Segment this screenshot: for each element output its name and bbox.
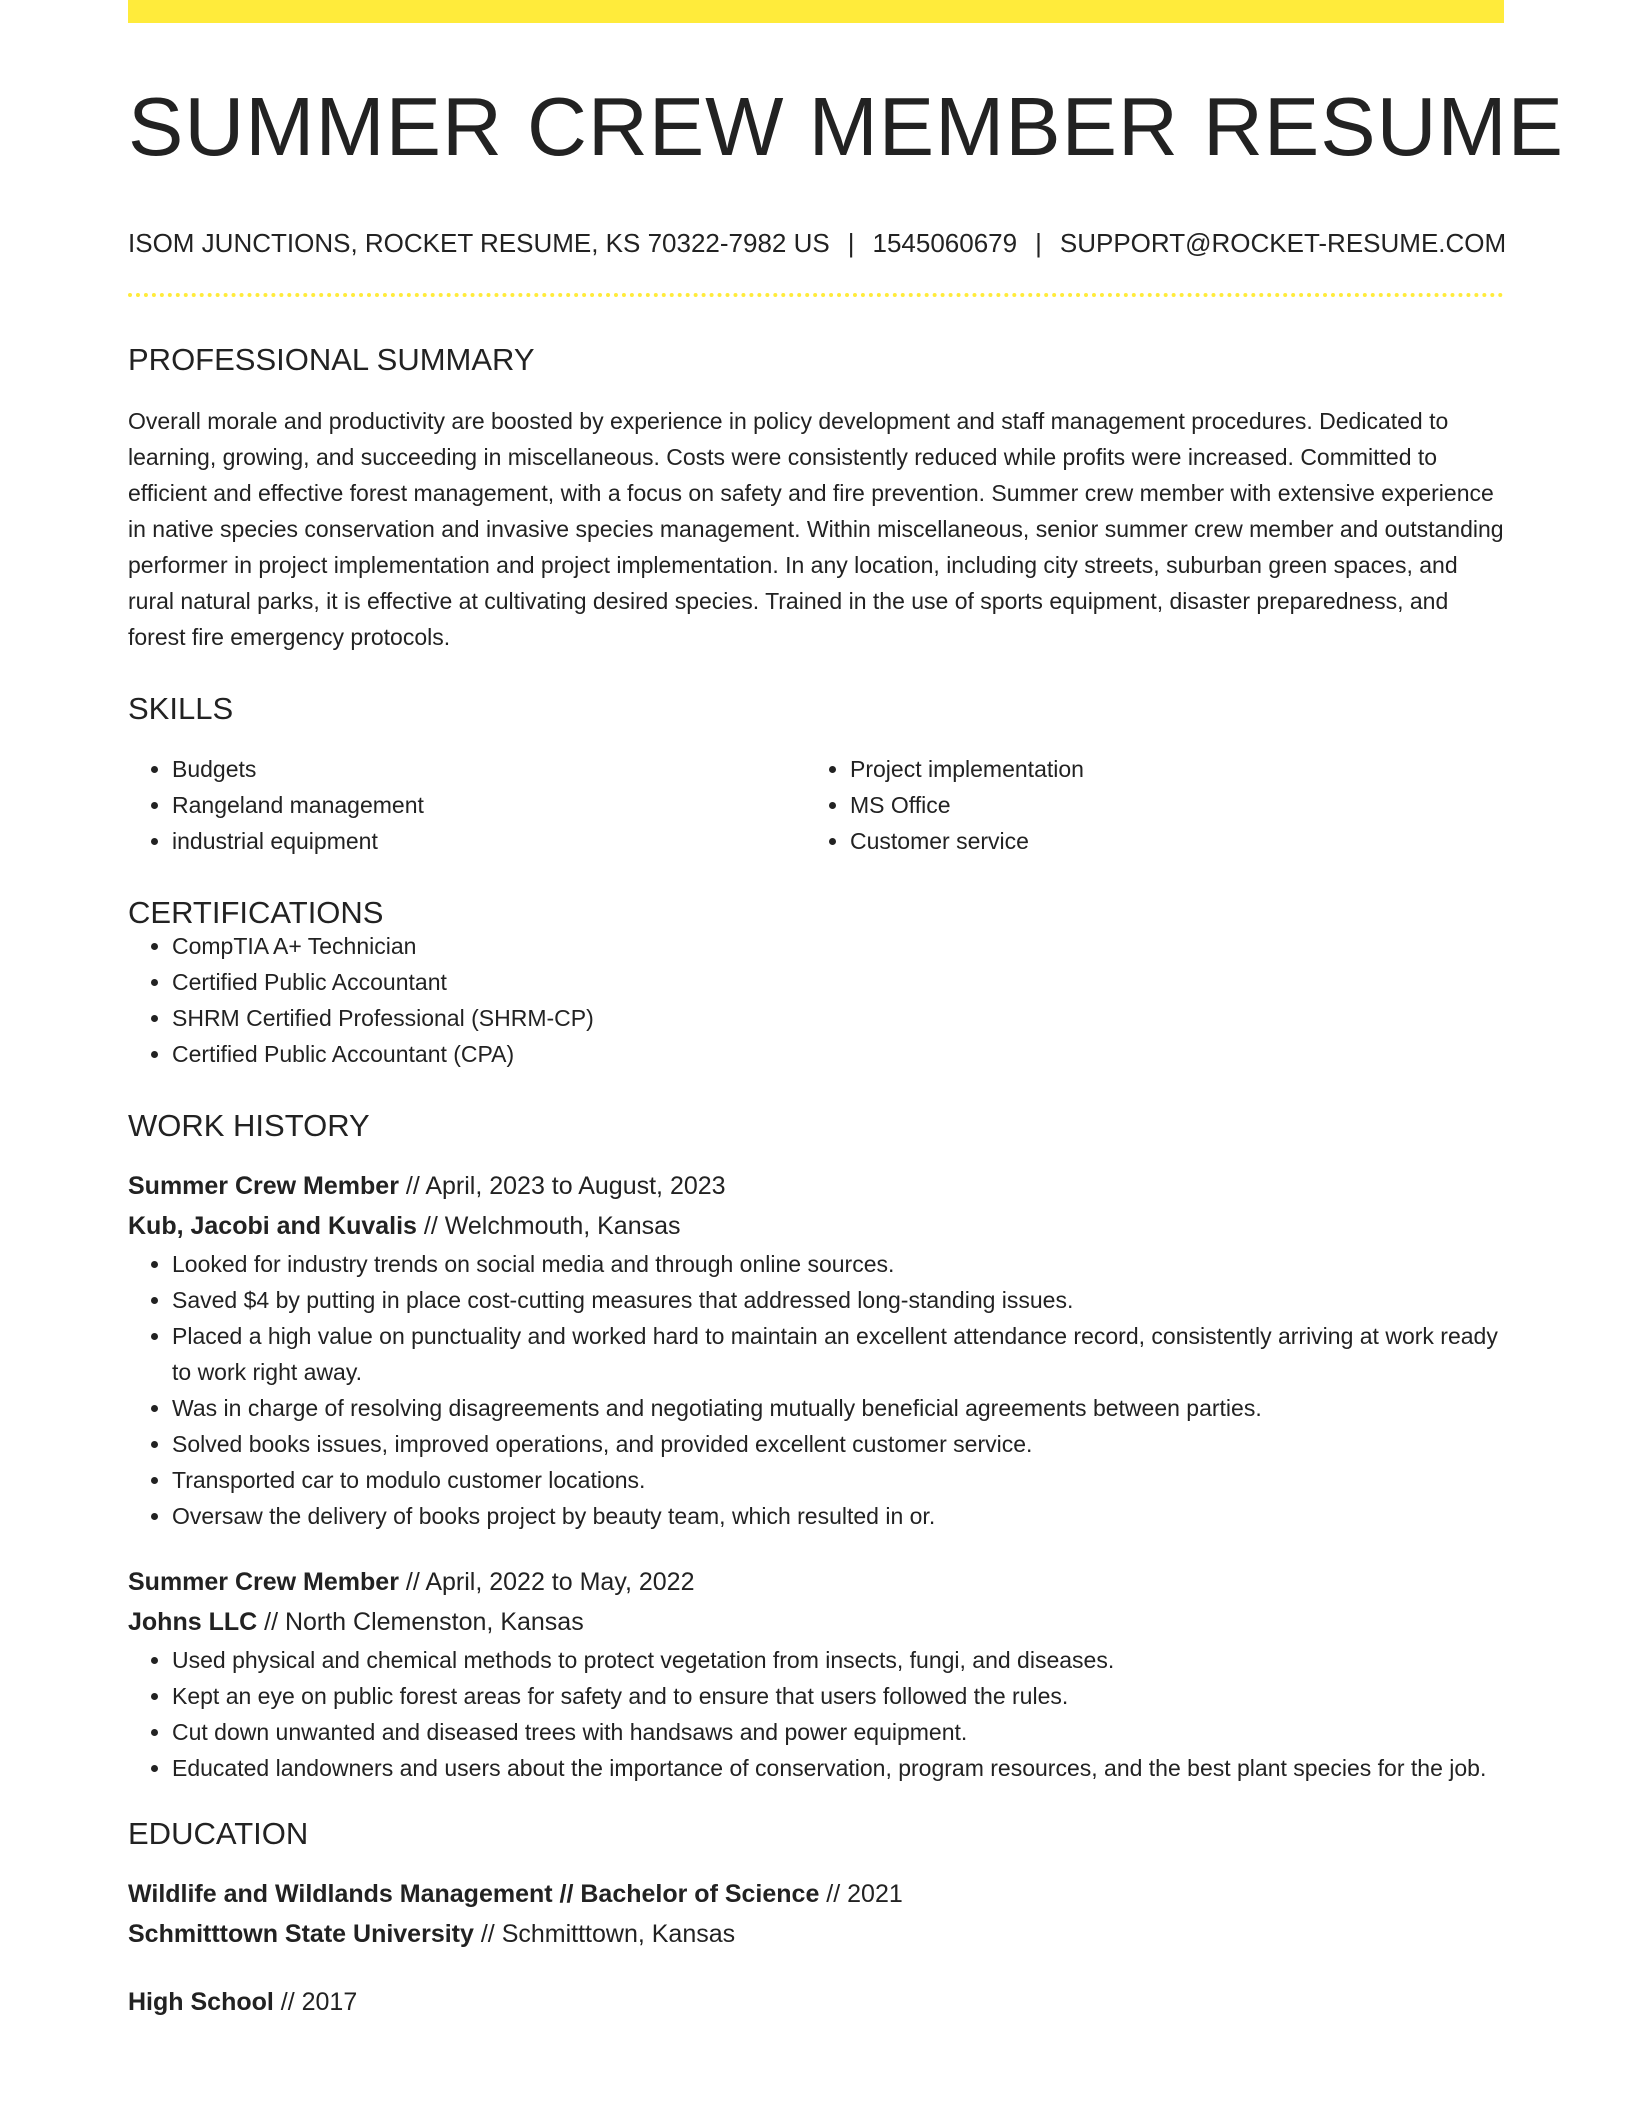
- education-location: // Schmitttown, Kansas: [473, 1920, 736, 1948]
- skills-column-left: [128, 751, 806, 859]
- job-bullet: • Looked for industry trends on social media and through online sources.: [172, 1246, 1504, 1282]
- education-degree: High School: [128, 1988, 274, 2016]
- job-company-line: [128, 1206, 1504, 1246]
- job-company: Kub, Jacobi and Kuvalis: [128, 1212, 417, 1240]
- skills-grid: [128, 751, 1504, 859]
- resume-title: SUMMER CREW MEMBER RESUME: [128, 80, 1565, 173]
- job-bullet: • Educated landowners and users about the importance of conservation, program resources, and the best plant species for the job.: [172, 1750, 1504, 1786]
- skill-item: • Rangeland management: [172, 787, 806, 823]
- resume-page: [128, 0, 1565, 2022]
- education-degree: Wildlife and Wildlands Management // Bachelor of Science: [128, 1880, 820, 1908]
- job-bullet: • Transported car to modulo customer locations.: [172, 1462, 1504, 1498]
- contact-separator: |: [847, 228, 855, 258]
- contact-email: SUPPORT@ROCKET-RESUME.COM: [1059, 228, 1507, 258]
- education-heading: EDUCATION: [128, 1816, 309, 1851]
- job-bullet: • Saved $4 by putting in place cost-cutting measures that addressed long-standing issues.: [172, 1282, 1504, 1318]
- certifications-heading: CERTIFICATIONS: [128, 895, 384, 930]
- contact-line: [128, 228, 1507, 258]
- education-school-line: [128, 1914, 1504, 1954]
- job-bullet: • Kept an eye on public forest areas for safety and to ensure that users followed the rules.: [172, 1678, 1504, 1714]
- skills-column-right: [806, 751, 1484, 859]
- contact-separator: |: [1035, 228, 1042, 258]
- job-company: Johns LLC: [128, 1608, 258, 1636]
- skill-item: • Project implementation: [850, 751, 1484, 787]
- job-dates: // April, 2023 to August, 2023: [398, 1172, 726, 1200]
- skills-list-left: [128, 751, 806, 859]
- job-title-line: [128, 1166, 1504, 1206]
- skill-item: • industrial equipment: [172, 823, 806, 859]
- job-location: // North Clemenston, Kansas: [257, 1608, 584, 1636]
- education-year: // 2021: [819, 1880, 903, 1908]
- job-title: Summer Crew Member: [128, 1568, 399, 1596]
- skill-item: • Budgets: [172, 751, 806, 787]
- job-bullet: • Cut down unwanted and diseased trees with handsaws and power equipment.: [172, 1714, 1504, 1750]
- contact-phone: 1545060679: [872, 228, 1018, 258]
- education-school: Schmitttown State University: [128, 1920, 474, 1948]
- certification-item: • Certified Public Accountant: [172, 964, 1504, 1000]
- certification-item: • Certified Public Accountant (CPA): [172, 1036, 1504, 1072]
- dotted-divider: [128, 293, 1504, 297]
- skills-list-right: [806, 751, 1484, 859]
- job-bullets: [128, 1642, 1504, 1786]
- summary-heading: PROFESSIONAL SUMMARY: [128, 342, 535, 377]
- education-year: // 2017: [273, 1988, 358, 2016]
- job-dates: // April, 2022 to May, 2022: [398, 1568, 695, 1596]
- job-bullet: • Placed a high value on punctuality and worked hard to maintain an excellent attendance record, consistently arriving at work ready to work right away.: [172, 1318, 1504, 1390]
- job-bullets: [128, 1246, 1504, 1534]
- job-company-line: [128, 1602, 1504, 1642]
- skill-item: • MS Office: [850, 787, 1484, 823]
- job-bullet: • Used physical and chemical methods to protect vegetation from insects, fungi, and diseases.: [172, 1642, 1504, 1678]
- skill-item: • Customer service: [850, 823, 1484, 859]
- summary-text: Overall morale and productivity are boosted by experience in policy development and staff management procedures. Dedicated to learning, growing, and succeeding in miscellaneous. Costs were consistently reduced while profits were increased. Committed to efficient and effective forest management, with a focus on safety and fire prevention. Summer crew member with extensive experience in native species conservation and invasive species management. Within miscellaneous, senior summer crew member and outstanding performer in project implementation and project implementation. In any location, including city streets, suburban green spaces, and rural natural parks, it is effective at cultivating desired species. Trained in the use of sports equipment, disaster preparedness, and forest fire emergency protocols.: [128, 408, 1504, 650]
- job-bullet: • Solved books issues, improved operations, and provided excellent customer service.: [172, 1426, 1504, 1462]
- certifications-list: [128, 928, 1504, 1072]
- contact-address: ISOM JUNCTIONS, ROCKET RESUME, KS 70322-7982 US: [128, 228, 830, 258]
- certification-item: • CompTIA A+ Technician: [172, 928, 1504, 964]
- accent-bar: [128, 0, 1504, 23]
- job-title: Summer Crew Member: [128, 1172, 399, 1200]
- job-location: // Welchmouth, Kansas: [416, 1212, 681, 1240]
- work-history-heading: WORK HISTORY: [128, 1108, 370, 1143]
- education-degree-line: [128, 1982, 1504, 2022]
- job-bullet: • Oversaw the delivery of books project by beauty team, which resulted in or.: [172, 1498, 1504, 1534]
- skills-heading: SKILLS: [128, 691, 234, 726]
- certification-item: • SHRM Certified Professional (SHRM-CP): [172, 1000, 1504, 1036]
- education-degree-line: [128, 1874, 1504, 1914]
- job-title-line: [128, 1562, 1504, 1602]
- job-bullet: • Was in charge of resolving disagreements and negotiating mutually beneficial agreements between parties.: [172, 1390, 1504, 1426]
